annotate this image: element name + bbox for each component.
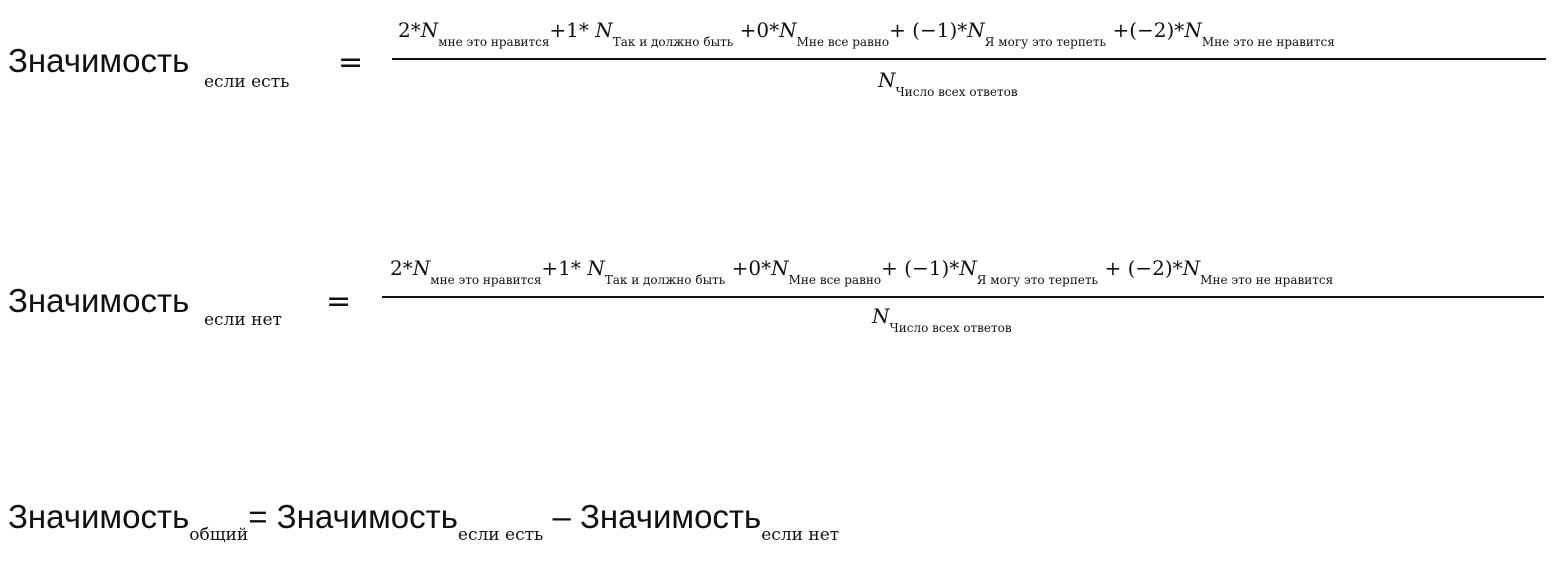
lhs-subscript: если есть	[204, 72, 290, 92]
term: $2*N_{мне это нравится}$	[398, 18, 550, 49]
lhs-label: Значимость	[8, 498, 190, 535]
fraction-bar	[392, 58, 1546, 60]
term: + $(-2)*N_{Мне это не нравится}$	[1104, 256, 1334, 287]
lhs-label: Значимость	[8, 42, 190, 79]
denominator: $N_{Число всех ответов}$	[872, 304, 1012, 335]
equals-sign: =	[338, 45, 364, 80]
term-if-present: Значимость	[276, 498, 458, 535]
term: $+0*N_{Мне все равно}$	[731, 256, 882, 287]
lhs-label: Значимость	[8, 282, 190, 319]
minus-sign: –	[552, 498, 571, 535]
denominator: $N_{Число всех ответов}$	[878, 68, 1018, 99]
equals-sign: =	[248, 498, 268, 535]
term: + $(-1)*N_{Я могу это терпеть}$	[881, 256, 1099, 287]
term: +1* $N_{Так и должно быть}$	[541, 256, 726, 287]
term-if-present-subscript: если есть	[457, 525, 544, 545]
term-if-absent-subscript: если нет	[761, 525, 840, 545]
term: $+0*N_{Мне все равно}$	[739, 18, 890, 49]
equals-sign: =	[326, 284, 352, 319]
term: + $(-1)*N_{Я могу это терпеть}$	[889, 18, 1107, 49]
numerator	[390, 256, 1334, 287]
term: $+(-2)*N_{Мне это не нравится}$	[1112, 18, 1335, 49]
term-if-absent: Значимость	[579, 498, 762, 535]
lhs-subscript: если нет	[204, 310, 282, 330]
term: +1* $N_{Так и должно быть}$	[549, 18, 734, 49]
lhs-subscript: общий	[189, 525, 249, 545]
term: $2*N_{мне это нравится}$	[390, 256, 542, 287]
fraction-bar	[382, 296, 1544, 298]
numerator	[398, 18, 1335, 49]
formula-significance-total	[8, 498, 840, 545]
